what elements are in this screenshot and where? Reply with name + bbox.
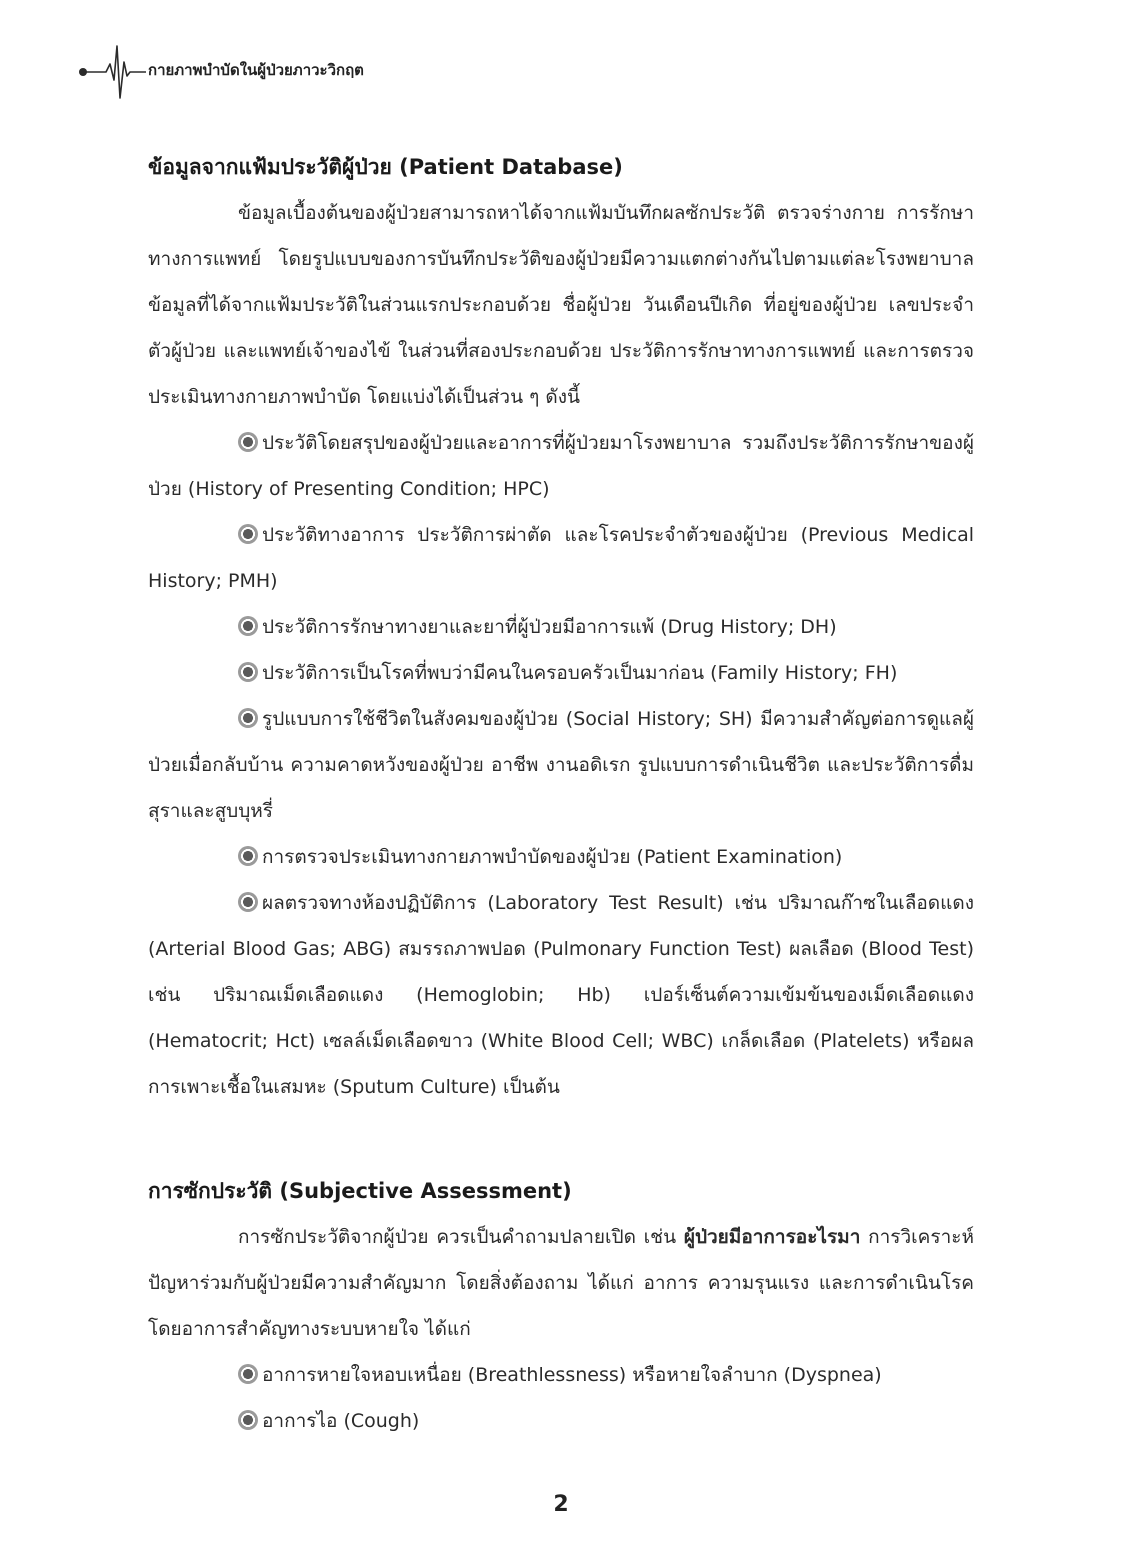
bullet-circle-icon bbox=[238, 432, 258, 452]
list-item: ประวัติการเป็นโรคที่พบว่ามีคนในครอบครัวเป็นมาก่อน (Family History; FH) bbox=[148, 650, 974, 696]
paragraph-patient-database: ข้อมูลเบื้องต้นของผู้ป่วยสามารถหาได้จากแฟ้มบันทึกผลซักประวัติ ตรวจร่างกาย การรักษาทางการแพทย์ โดยรูปแบบของการบันทึกประวัติของผู้ป่วยมีความแตกต่างกันไปตามแต่ละโรงพยาบาล ข้อมูลที่ได้จากแฟ้มประวัติในส่วนแรกประกอบด้วย ชื่อผู้ป่วย วันเดือนปีเกิด ที่อยู่ของผู้ป่วย เลขประจำตัวผู้ป่วย และแพทย์เจ้าของไข้ ในส่วนที่สองประกอบด้วย ประวัติการรักษาทางการแพทย์ และการตรวจประเมินทางกายภาพบำบัด โดยแบ่งได้เป็นส่วน ๆ ดังนี้ bbox=[148, 202, 974, 408]
running-header bbox=[76, 44, 476, 100]
bullet-circle-icon bbox=[238, 524, 258, 544]
page-content bbox=[148, 144, 974, 1444]
list-item: อาการไอ (Cough) bbox=[148, 1398, 974, 1444]
page-number: 2 bbox=[553, 1492, 569, 1517]
section-heading-patient-database: ข้อมูลจากแฟ้มประวัติผู้ป่วย (Patient Database) bbox=[148, 155, 623, 179]
bullet-circle-icon bbox=[238, 708, 258, 728]
paragraph-subjective-assessment: การซักประวัติจากผู้ป่วย ควรเป็นคำถามปลายเปิด เช่น ผู้ป่วยมีอาการอะไรมา การวิเคราะห์ปัญหาร่วมกับผู้ป่วยมีความสำคัญมาก โดยสิ่งต้องถาม ได้แก่ อาการ ความรุนแรง และการดำเนินโรค โดยอาการสำคัญทางระบบหายใจ ได้แก่ bbox=[148, 1226, 975, 1340]
running-header-title: กายภาพบำบัดในผู้ป่วยภาวะวิกฤต bbox=[148, 61, 364, 79]
section-heading-subjective-assessment: การซักประวัติ (Subjective Assessment) bbox=[148, 1179, 572, 1203]
list-item: รูปแบบการใช้ชีวิตในสังคมของผู้ป่วย (Social History; SH) มีความสำคัญต่อการดูแลผู้ป่วยเมื่อกลับบ้าน ความคาดหวังของผู้ป่วย อาชีพ งานอดิเรก รูปแบบการดำเนินชีวิต และประวัติการดื่มสุราและสูบบุหรี่ bbox=[148, 708, 974, 822]
emphasis-text: ผู้ป่วยมีอาการอะไรมา bbox=[683, 1226, 861, 1248]
heartbeat-line-icon bbox=[76, 44, 148, 100]
bullet-circle-icon bbox=[238, 846, 258, 866]
list-item: ประวัติทางอาการ ประวัติการผ่าตัด และโรคประจำตัวของผู้ป่วย (Previous Medical History; PMH) bbox=[148, 524, 974, 592]
section-gap bbox=[148, 1110, 974, 1168]
bullet-circle-icon bbox=[238, 892, 258, 912]
bullet-circle-icon bbox=[238, 616, 258, 636]
list-item: ประวัติโดยสรุปของผู้ป่วยและอาการที่ผู้ป่วยมาโรงพยาบาล รวมถึงประวัติการรักษาของผู้ป่วย (History of Presenting Condition; HPC) bbox=[148, 432, 974, 500]
list-item: การตรวจประเมินทางกายภาพบำบัดของผู้ป่วย (Patient Examination) bbox=[148, 834, 974, 880]
list-item: ผลตรวจทางห้องปฏิบัติการ (Laboratory Test Result) เช่น ปริมาณก๊าซในเลือดแดง (Arterial Blood Gas; ABG) สมรรถภาพปอด (Pulmonary Function Test) ผลเลือด (Blood Test) เช่น ปริมาณเม็ดเลือดแดง (Hemoglobin; Hb) เปอร์เซ็นต์ความเข้มข้นของเม็ดเลือดแดง (Hematocrit; Hct) เซลล์เม็ดเลือดขาว (White Blood Cell; WBC) เกล็ดเลือด (Platelets) หรือผลการเพาะเชื้อในเสมหะ (Sputum Culture) เป็นต้น bbox=[148, 892, 974, 1098]
list-item: อาการหายใจหอบเหนื่อย (Breathlessness) หรือหายใจลำบาก (Dyspnea) bbox=[148, 1352, 974, 1398]
bullet-circle-icon bbox=[238, 1364, 258, 1384]
list-item: ประวัติการรักษาทางยาและยาที่ผู้ป่วยมีอาการแพ้ (Drug History; DH) bbox=[148, 604, 974, 650]
bullet-circle-icon bbox=[238, 662, 258, 682]
bullet-circle-icon bbox=[238, 1410, 258, 1430]
